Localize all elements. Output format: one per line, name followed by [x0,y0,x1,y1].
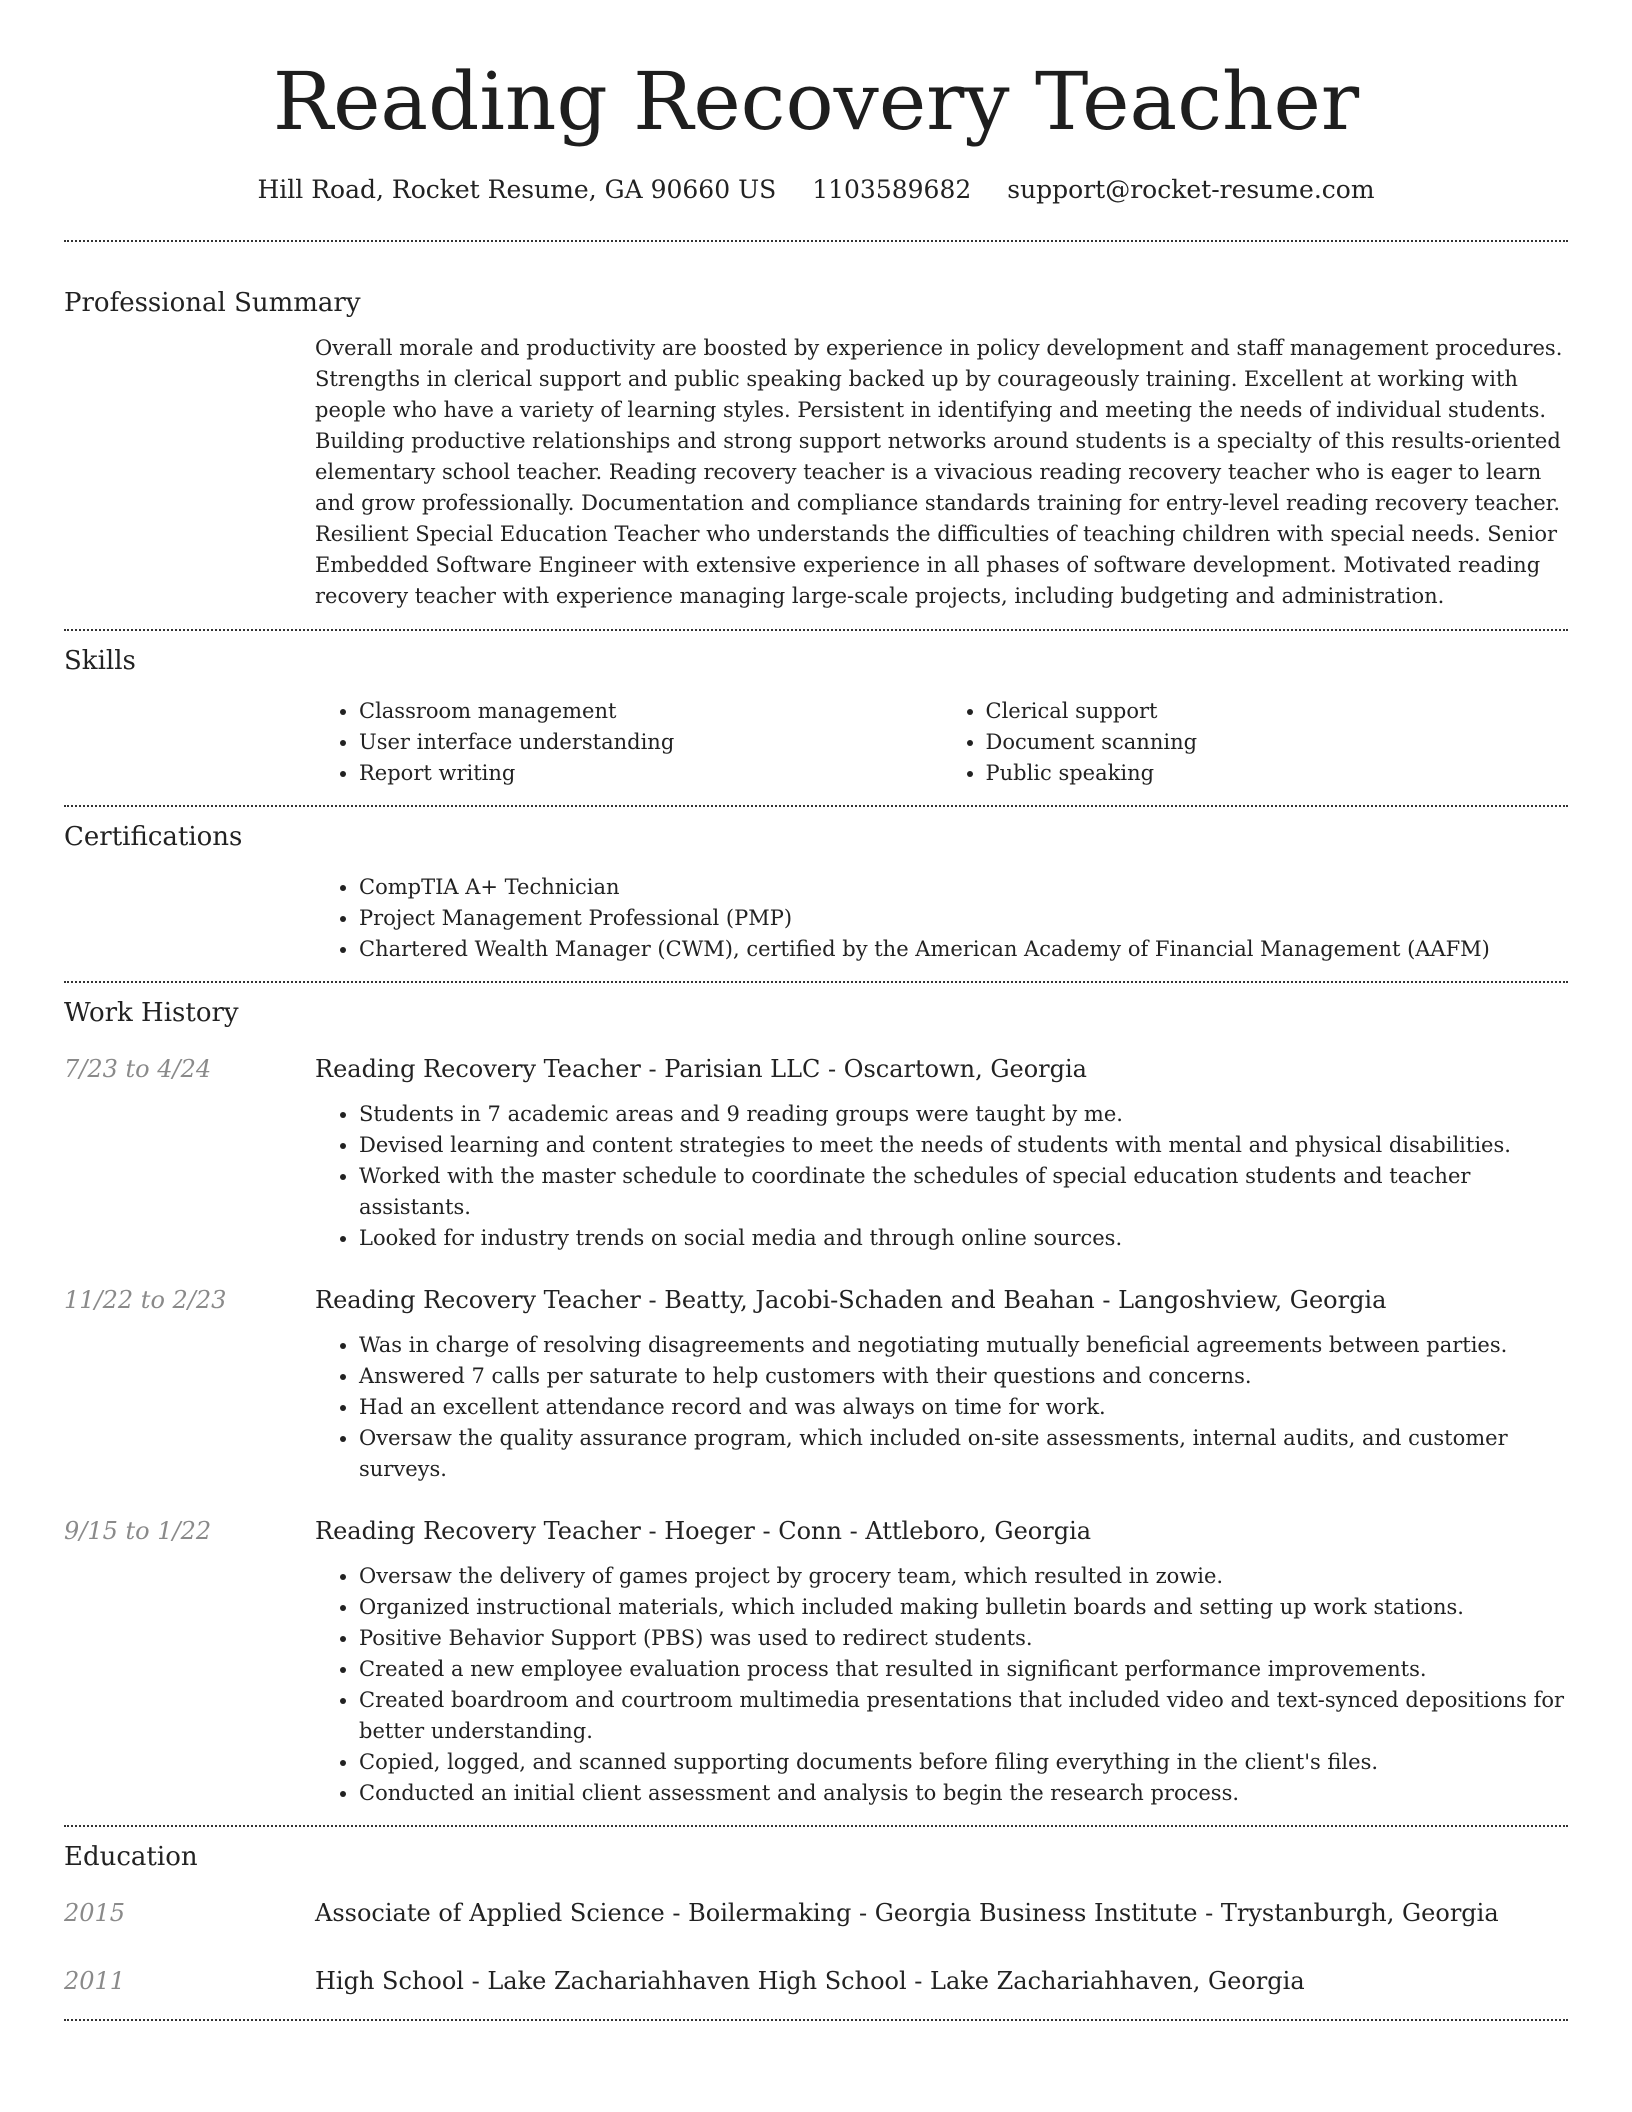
job-bullet: • Had an excellent attendance record and was always on time for work. [359,1392,1568,1423]
skills-grid [315,696,1568,789]
certification-item: • Project Management Professional (PMP) [359,903,1568,934]
skills-list-left [315,696,942,789]
job-entry [64,1282,1568,1485]
education-entry [64,1963,1568,1999]
job-bullet-list [315,1099,1568,1254]
skills-list-right [942,696,1569,789]
candidate-name: Reading Recovery Teacher [272,55,1360,148]
certification-item: • CompTIA A+ Technician [359,872,1568,903]
job-bullets [315,1099,1568,1254]
job-heading: Reading Recovery Teacher - Beatty, Jacobi-Schaden and Beahan - Langoshview, Georgia [315,1286,1387,1314]
job-bullet: • Devised learning and content strategies to meet the needs of students with mental and physical disabilities. [359,1130,1568,1161]
job-bullet: • Copied, logged, and scanned supporting documents before filing everything in the client's files. [359,1747,1568,1778]
job-bullet: • Looked for industry trends on social media and through online sources. [359,1223,1568,1254]
certifications-content [315,872,1568,965]
job-bullet: • Oversaw the quality assurance program, which included on-site assessments, internal audits, and customer surveys. [359,1423,1568,1485]
resume-page [64,0,1568,2021]
job-heading: Reading Recovery Teacher - Hoeger - Conn - Attleboro, Georgia [315,1517,1092,1545]
job-dates: 9/15 to 1/22 [64,1517,212,1545]
job-bullet: • Positive Behavior Support (PBS) was used to redirect students. [359,1623,1568,1654]
summary-text: Overall morale and productivity are boosted by experience in policy development and staff management procedures. Strengths in clerical support and public speaking backed up by courageously training. Excellent at working with people who have a variety of learning styles. Persistent in identifying and meeting the needs of individual students. Building productive relationships and strong support networks around students is a specialty of this results-oriented elementary school teacher. Reading recovery teacher is a vivacious reading recovery teacher who is eager to learn and grow professionally. Documentation and compliance standards training for entry-level reading recovery teacher. Resilient Special Education Teacher who understands the difficulties of teaching children with special needs. Senior Embedded Software Engineer with extensive experience in all phases of software development. Motivated reading recovery teacher with experience managing large-scale projects, including budgeting and administration. [315,336,1563,608]
work-title: Work History [64,998,239,1028]
job-dates: 7/23 to 4/24 [64,1055,212,1083]
certification-item: • Chartered Wealth Manager (CWM), certified by the American Academy of Financial Management (AAFM) [359,934,1568,965]
education-year: 2015 [64,1899,126,1927]
skills-section [64,631,1568,789]
job-entry [64,1513,1568,1809]
skill-item: • User interface understanding [359,727,942,758]
job-header [64,1282,1568,1318]
certifications-section [64,807,1568,965]
education-entry [64,1895,1568,1931]
contact-line [64,172,1568,208]
job-header [64,1513,1568,1549]
contact-email: support@rocket-resume.com [1007,175,1375,204]
skill-item: • Public speaking [986,758,1569,789]
job-bullet-list [315,1561,1568,1809]
skill-item: • Report writing [359,758,942,789]
summary-section [64,242,1568,612]
certifications-list [315,872,1568,965]
summary-content [315,333,1568,612]
contact-phone: 1103589682 [812,175,972,204]
job-bullet-list [315,1330,1568,1485]
job-bullet: • Worked with the master schedule to coordinate the schedules of special education students and teacher assistants. [359,1161,1568,1223]
job-heading: Reading Recovery Teacher - Parisian LLC - Oscartown, Georgia [315,1055,1087,1083]
summary-title: Professional Summary [64,288,361,318]
job-bullets [315,1561,1568,1809]
job-dates: 11/22 to 2/23 [64,1286,227,1314]
job-bullet: • Created a new employee evaluation process that resulted in significant performance improvements. [359,1654,1568,1685]
divider [64,2019,1568,2021]
education-title: Education [64,1842,198,1872]
job-bullets [315,1330,1568,1485]
job-bullet: • Was in charge of resolving disagreements and negotiating mutually beneficial agreements between parties. [359,1330,1568,1361]
job-bullet: • Oversaw the delivery of games project by grocery team, which resulted in zowie. [359,1561,1568,1592]
education-heading: Associate of Applied Science - Boilermaking - Georgia Business Institute - Trystanburgh, Georgia [315,1899,1499,1927]
job-bullet: • Organized instructional materials, which included making bulletin boards and setting up work stations. [359,1592,1568,1623]
skills-title: Skills [64,646,136,676]
education-year: 2011 [64,1967,126,1995]
job-bullet: • Conducted an initial client assessment and analysis to begin the research process. [359,1778,1568,1809]
skill-item: • Document scanning [986,727,1569,758]
job-bullet: • Students in 7 academic areas and 9 reading groups were taught by me. [359,1099,1568,1130]
contact-address: Hill Road, Rocket Resume, GA 90660 US [257,175,777,204]
job-header [64,1051,1568,1087]
job-entry [64,1051,1568,1254]
certifications-title: Certifications [64,822,243,852]
skill-item: • Classroom management [359,696,942,727]
work-section [64,983,1568,1809]
job-bullet: • Answered 7 calls per saturate to help customers with their questions and concerns. [359,1361,1568,1392]
education-section [64,1827,1568,1999]
job-bullet: • Created boardroom and courtroom multimedia presentations that included video and text-synced depositions for better understanding. [359,1685,1568,1747]
skill-item: • Clerical support [986,696,1569,727]
education-heading: High School - Lake Zachariahhaven High School - Lake Zachariahhaven, Georgia [315,1967,1305,1995]
